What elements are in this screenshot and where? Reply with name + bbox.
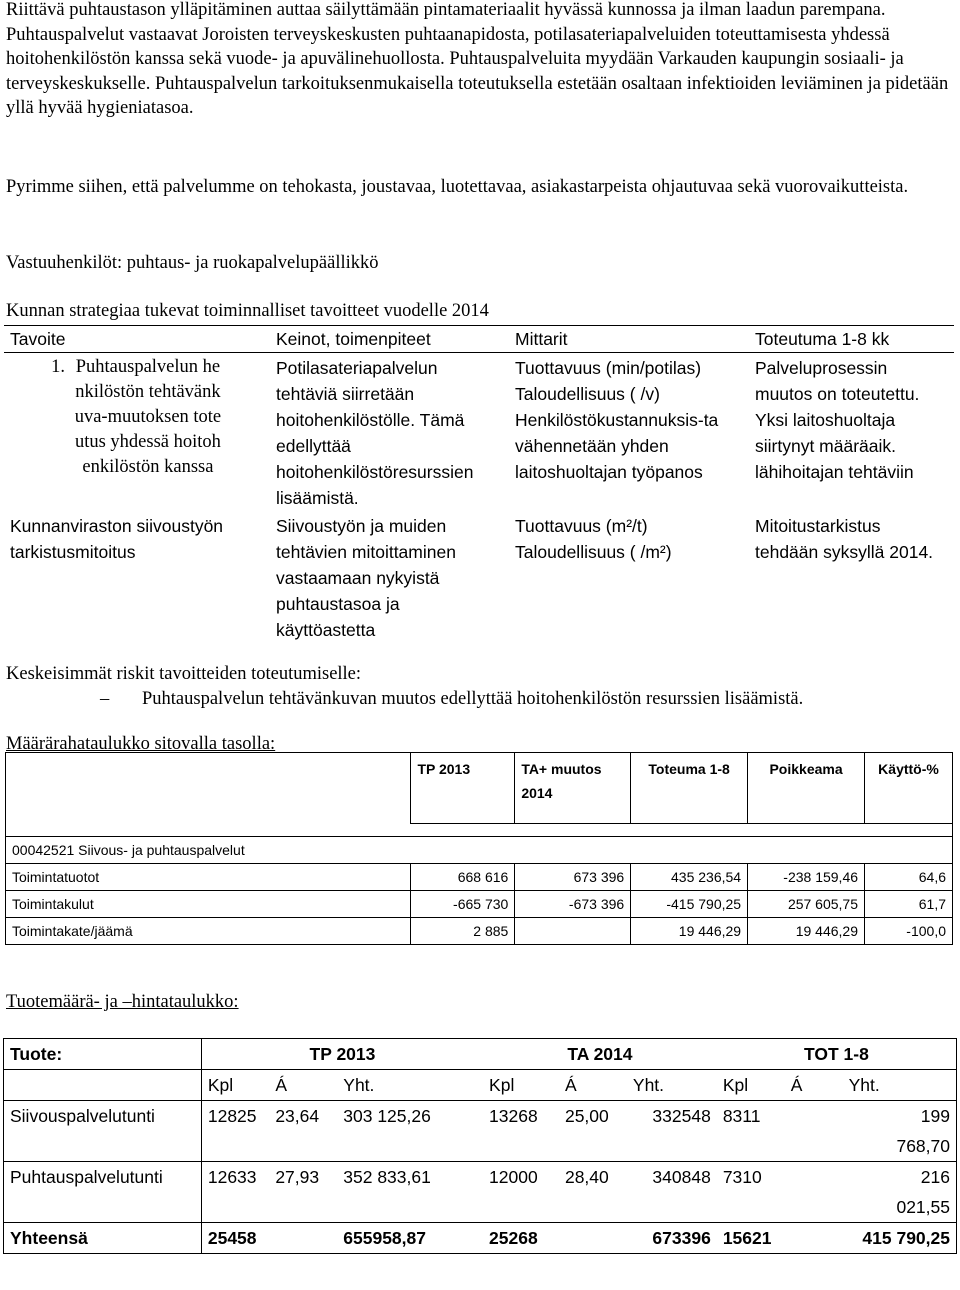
product-header-product: Tuote: bbox=[4, 1039, 202, 1070]
budget-row-label: Toimintakulut bbox=[6, 891, 411, 918]
table-row bbox=[6, 864, 953, 891]
goals-header-goal: Tavoite bbox=[4, 326, 270, 353]
means-cell: Potilasateriapalvelun tehtäviä siirretään hoitohenkilöstölle. Tämä edellyttää hoitohenkilöstöresurssien lisäämistä. bbox=[276, 358, 474, 508]
budget-spacer-row bbox=[6, 824, 953, 837]
strategy-heading: Kunnan strategiaa tukevat toiminnalliset tavoitteet vuodelle 2014 bbox=[6, 301, 489, 321]
budget-row-label: Toimintatuotot bbox=[6, 864, 411, 891]
outcome-cell: Palveluprosessin muutos on toteutettu. Yksi laitoshuoltaja siirtynyt määräaik. lähihoitajan tehtäviin bbox=[755, 358, 920, 482]
goals-header-means: Keinot, toimenpiteet bbox=[270, 326, 509, 353]
product-cell: 13268 bbox=[483, 1101, 559, 1162]
budget-header: TP 2013 bbox=[411, 753, 515, 824]
risks-heading: Keskeisimmät riskit tavoitteiden toteutumiselle: bbox=[6, 664, 362, 684]
means-cell: Siivoustyön ja muiden tehtävien mitoittaminen vastaamaan nykyistä puhtaustasoa ja käyttöastetta bbox=[276, 516, 456, 640]
table-row bbox=[4, 1223, 957, 1254]
product-header-ta2014: TA 2014 bbox=[483, 1039, 717, 1070]
goals-table bbox=[4, 325, 954, 643]
product-cell: 7310 bbox=[717, 1162, 785, 1223]
product-cell: 12000 bbox=[483, 1162, 559, 1223]
product-cell: 25458 bbox=[201, 1223, 269, 1254]
budget-cell: 61,7 bbox=[865, 891, 953, 918]
goal-number: 1. bbox=[51, 357, 65, 377]
product-subheader: Á bbox=[559, 1070, 627, 1101]
product-subheader-empty bbox=[4, 1070, 202, 1101]
product-subheader: Kpl bbox=[483, 1070, 559, 1101]
product-cell bbox=[559, 1223, 627, 1254]
budget-cell: 668 616 bbox=[411, 864, 515, 891]
goals-header-outcome: Toteutuma 1-8 kk bbox=[749, 326, 954, 353]
product-cell bbox=[269, 1223, 337, 1254]
metrics-cell: Tuottavuus (min/potilas) Taloudellisuus ( /v) Henkilöstökustannuksis-ta vähennetään yhden laitoshuoltajan työpanos bbox=[515, 358, 719, 482]
goals-row bbox=[4, 511, 954, 643]
budget-cell: 19 446,29 bbox=[631, 918, 748, 945]
product-cell: 23,64 bbox=[269, 1101, 337, 1162]
product-cell bbox=[785, 1101, 843, 1162]
product-cell: 27,93 bbox=[269, 1162, 337, 1223]
spacer-cell bbox=[6, 824, 953, 837]
product-subheader: Á bbox=[785, 1070, 843, 1101]
risk-text: Puhtauspalvelun tehtävänkuvan muutos edellyttää hoitohenkilöstön resurssien lisäämistä. bbox=[142, 689, 804, 709]
product-cell: 8311 bbox=[717, 1101, 785, 1162]
goals-header-metrics: Mittarit bbox=[509, 326, 749, 353]
table-row bbox=[6, 891, 953, 918]
product-row-label: Yhteensä bbox=[4, 1223, 202, 1254]
product-table bbox=[3, 1038, 957, 1254]
budget-cell: 435 236,54 bbox=[631, 864, 748, 891]
budget-cell: 673 396 bbox=[515, 864, 631, 891]
budget-title: Määrärahataulukko sitovalla tasolla: bbox=[6, 734, 276, 754]
intro-paragraph-1: Riittävä puhtaustason ylläpitäminen auttaa säilyttämään pintamateriaalit hyvässä kunnossa ja ilman laadun parempana. Puhtauspalvelut vastaavat Joroisten terveyskeskusten puhtaanapidosta, potilasateriapalveluiden toteuttamisesta yhdessä hoitohenkilöstön kanssa sekä vuode- ja apuvälinehuollosta. Puhtauspalveluita myydään Varkauden kaupungin sosiaali- ja terveyskeskukselle. Puhtauspalvelun tarkoituksenmukaisella toteutuksella estetään osaltaan infektioiden leviäminen ja pidetään yllä hyvää hygieniatasoa. bbox=[6, 0, 949, 118]
budget-cell bbox=[515, 918, 631, 945]
product-cell: 28,40 bbox=[559, 1162, 627, 1223]
table-row bbox=[4, 1162, 957, 1223]
product-cell: 303 125,26 bbox=[337, 1101, 483, 1162]
goal-cell bbox=[4, 353, 270, 512]
product-subheader-row bbox=[4, 1070, 957, 1101]
product-subheader: Á bbox=[269, 1070, 337, 1101]
product-cell: 12633 bbox=[201, 1162, 269, 1223]
product-header-tot: TOT 1-8 bbox=[717, 1039, 957, 1070]
budget-cell: -673 396 bbox=[515, 891, 631, 918]
product-cell: 332548 bbox=[627, 1101, 717, 1162]
product-row-label: Puhtauspalvelutunti bbox=[4, 1162, 202, 1223]
product-subheader: Kpl bbox=[717, 1070, 785, 1101]
budget-header: Toteuma 1-8 bbox=[631, 753, 748, 824]
goals-row bbox=[4, 353, 954, 512]
budget-cell: -100,0 bbox=[865, 918, 953, 945]
budget-header: Poikkeama bbox=[748, 753, 865, 824]
goals-header-row bbox=[4, 326, 954, 353]
budget-header: Käyttö-% bbox=[865, 753, 953, 824]
product-subheader: Yht. bbox=[843, 1070, 957, 1101]
budget-section-row bbox=[6, 837, 953, 864]
product-cell: 352 833,61 bbox=[337, 1162, 483, 1223]
product-cell: 199 768,70 bbox=[843, 1101, 957, 1162]
budget-cell: 2 885 bbox=[411, 918, 515, 945]
budget-header-row bbox=[6, 753, 953, 824]
product-row-label: Siivouspalvelutunti bbox=[4, 1101, 202, 1162]
responsible-persons: Vastuuhenkilöt: puhtaus- ja ruokapalvelupäällikkö bbox=[6, 253, 379, 273]
product-cell: 25,00 bbox=[559, 1101, 627, 1162]
budget-cell: 64,6 bbox=[865, 864, 953, 891]
goal-text: Puhtauspalvelun henkilöstön tehtävänkuva-muutoksen toteutus yhdessä hoitohenkilöstön kanssa bbox=[74, 357, 222, 477]
product-cell: 15621 bbox=[717, 1223, 785, 1254]
product-header-tp2013: TP 2013 bbox=[201, 1039, 483, 1070]
product-title: Tuotemäärä- ja –hintataulukko: bbox=[6, 992, 239, 1012]
product-cell bbox=[785, 1162, 843, 1223]
budget-section-label: 00042521 Siivous- ja puhtauspalvelut bbox=[6, 837, 953, 864]
product-cell: 340848 bbox=[627, 1162, 717, 1223]
product-cell: 673396 bbox=[627, 1223, 717, 1254]
metrics-cell: Tuottavuus (m²/t) Taloudellisuus ( /m²) bbox=[515, 516, 672, 562]
product-cell bbox=[785, 1223, 843, 1254]
budget-header-empty bbox=[6, 753, 411, 824]
product-cell: 415 790,25 bbox=[843, 1223, 957, 1254]
product-cell: 216 021,55 bbox=[843, 1162, 957, 1223]
budget-header: TA+ muutos 2014 bbox=[515, 753, 631, 824]
product-cell: 25268 bbox=[483, 1223, 559, 1254]
budget-row-label: Toimintakate/jäämä bbox=[6, 918, 411, 945]
goal-cell: Kunnanviraston siivoustyön tarkistusmitoitus bbox=[10, 516, 224, 562]
product-cell: 655958,87 bbox=[337, 1223, 483, 1254]
dash-bullet: – bbox=[100, 689, 110, 709]
product-subheader: Yht. bbox=[337, 1070, 483, 1101]
budget-cell: -665 730 bbox=[411, 891, 515, 918]
budget-cell: 19 446,29 bbox=[748, 918, 865, 945]
product-cell: 12825 bbox=[201, 1101, 269, 1162]
table-row bbox=[4, 1101, 957, 1162]
product-subheader: Yht. bbox=[627, 1070, 717, 1101]
budget-cell: -238 159,46 bbox=[748, 864, 865, 891]
table-row bbox=[6, 918, 953, 945]
budget-cell: -415 790,25 bbox=[631, 891, 748, 918]
budget-table bbox=[5, 752, 953, 945]
outcome-cell: Mitoitustarkistus tehdään syksyllä 2014. bbox=[755, 516, 934, 562]
intro-paragraph-2: Pyrimme siihen, että palvelumme on tehokasta, joustavaa, luotettavaa, asiakastarpeista ohjautuvaa sekä vuorovaikutteista. bbox=[6, 177, 909, 197]
budget-cell: 257 605,75 bbox=[748, 891, 865, 918]
product-header-row bbox=[4, 1039, 957, 1070]
product-subheader: Kpl bbox=[201, 1070, 269, 1101]
